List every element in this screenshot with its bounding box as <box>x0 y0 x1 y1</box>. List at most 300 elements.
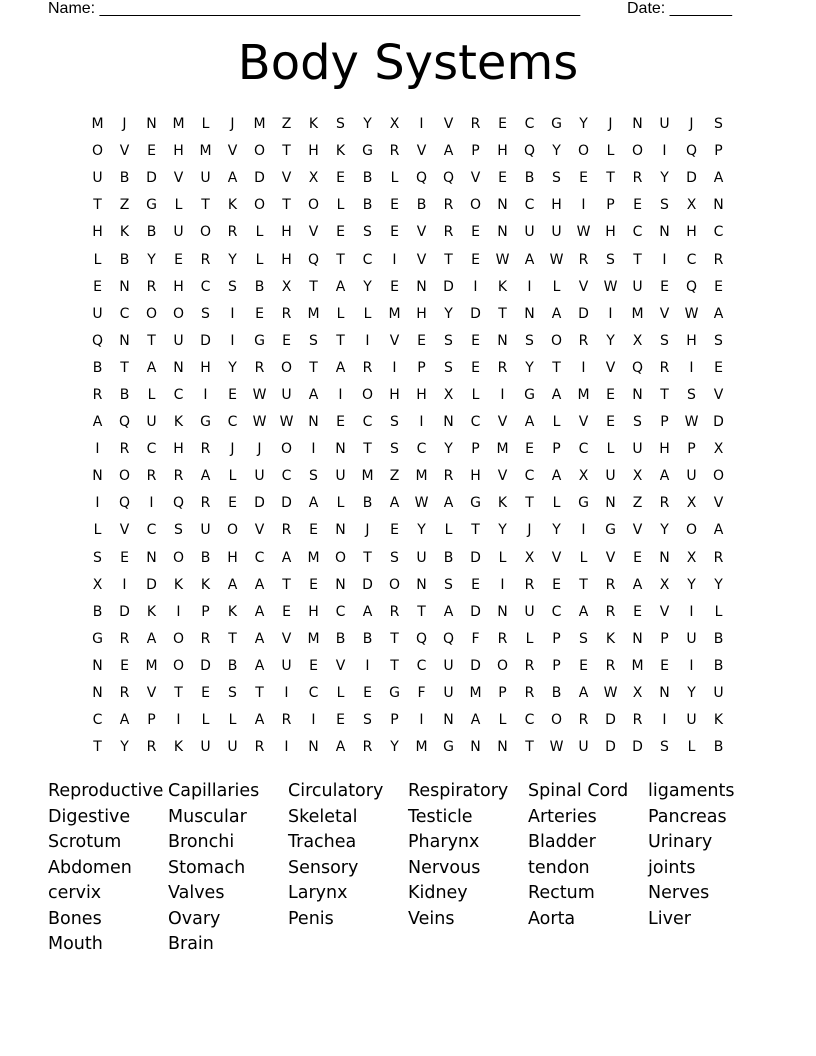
grid-letter[interactable]: L <box>93 251 102 268</box>
grid-letter[interactable]: A <box>254 603 265 620</box>
grid-letter[interactable]: O <box>118 468 131 485</box>
grid-letter[interactable]: D <box>281 495 292 512</box>
grid-letter[interactable]: H <box>659 441 670 458</box>
grid-letter[interactable]: V <box>659 305 670 322</box>
grid-letter[interactable]: O <box>280 441 293 458</box>
grid-letter[interactable]: M <box>253 116 266 133</box>
grid-letter[interactable]: R <box>281 522 292 539</box>
grid-letter[interactable]: X <box>308 170 319 187</box>
grid-letter[interactable]: R <box>713 549 724 566</box>
grid-letter[interactable]: I <box>581 359 586 376</box>
grid-letter[interactable]: P <box>687 441 696 458</box>
grid-letter[interactable]: R <box>389 603 400 620</box>
grid-letter[interactable]: W <box>603 685 618 702</box>
grid-letter[interactable]: E <box>390 522 399 539</box>
grid-letter[interactable]: T <box>309 359 318 376</box>
grid-letter[interactable]: I <box>230 332 235 349</box>
grid-letter[interactable]: I <box>203 386 208 403</box>
grid-letter[interactable]: M <box>307 630 320 647</box>
grid-letter[interactable]: I <box>95 441 100 458</box>
grid-letter[interactable]: B <box>362 495 373 512</box>
grid-letter[interactable]: E <box>471 359 480 376</box>
grid-letter[interactable]: M <box>496 441 509 458</box>
grid-letter[interactable]: P <box>471 441 480 458</box>
grid-letter[interactable]: B <box>713 657 724 674</box>
grid-letter[interactable]: E <box>93 278 102 295</box>
grid-letter[interactable]: B <box>335 630 346 647</box>
grid-letter[interactable]: K <box>173 414 184 431</box>
grid-letter[interactable]: P <box>660 414 669 431</box>
grid-letter[interactable]: D <box>686 170 697 187</box>
grid-letter[interactable]: Q <box>442 630 455 647</box>
grid-letter[interactable]: T <box>417 603 426 620</box>
grid-letter[interactable]: T <box>282 143 291 160</box>
grid-letter[interactable]: P <box>471 143 480 160</box>
grid-letter[interactable]: H <box>551 197 562 214</box>
grid-letter[interactable]: S <box>363 224 372 241</box>
name-field-line[interactable]: Name: ______________________________________________________ <box>48 0 581 17</box>
grid-letter[interactable]: V <box>659 603 670 620</box>
grid-letter[interactable]: U <box>686 712 697 729</box>
grid-letter[interactable]: X <box>632 332 643 349</box>
grid-letter[interactable]: Y <box>687 685 696 702</box>
grid-letter[interactable]: C <box>524 468 535 485</box>
grid-letter[interactable]: T <box>93 197 102 214</box>
grid-letter[interactable]: D <box>119 603 130 620</box>
grid-letter[interactable]: L <box>552 495 561 512</box>
grid-letter[interactable]: E <box>282 603 291 620</box>
grid-letter[interactable]: L <box>444 522 453 539</box>
grid-letter[interactable]: Y <box>660 522 669 539</box>
grid-letter[interactable]: Y <box>228 359 237 376</box>
grid-letter[interactable]: V <box>605 549 616 566</box>
grid-letter[interactable]: U <box>200 739 211 756</box>
grid-letter[interactable]: M <box>145 657 158 674</box>
grid-letter[interactable]: E <box>309 522 318 539</box>
grid-letter[interactable]: R <box>443 224 454 241</box>
grid-letter[interactable]: X <box>281 278 292 295</box>
grid-letter[interactable]: R <box>497 630 508 647</box>
grid-letter[interactable]: V <box>497 414 508 431</box>
grid-letter[interactable]: V <box>416 251 427 268</box>
grid-letter[interactable]: I <box>581 197 586 214</box>
grid-letter[interactable]: L <box>201 712 210 729</box>
grid-letter[interactable]: K <box>119 224 130 241</box>
grid-letter[interactable]: C <box>92 712 103 729</box>
grid-letter[interactable]: K <box>173 576 184 593</box>
grid-letter[interactable]: O <box>577 143 590 160</box>
grid-letter[interactable]: L <box>336 495 345 512</box>
grid-letter[interactable]: D <box>146 576 157 593</box>
grid-letter[interactable]: N <box>92 657 103 674</box>
grid-letter[interactable]: L <box>255 251 264 268</box>
grid-letter[interactable]: R <box>254 739 265 756</box>
grid-letter[interactable]: R <box>605 576 616 593</box>
grid-letter[interactable]: O <box>307 197 320 214</box>
grid-letter[interactable]: P <box>606 197 615 214</box>
grid-letter[interactable]: N <box>335 522 346 539</box>
grid-letter[interactable]: K <box>308 116 319 133</box>
grid-letter[interactable]: S <box>309 468 318 485</box>
grid-letter[interactable]: A <box>578 603 589 620</box>
grid-letter[interactable]: K <box>227 197 238 214</box>
grid-letter[interactable]: O <box>550 712 563 729</box>
grid-letter[interactable]: K <box>713 712 724 729</box>
grid-letter[interactable]: N <box>497 739 508 756</box>
grid-letter[interactable]: Y <box>714 576 723 593</box>
grid-letter[interactable]: R <box>146 739 157 756</box>
grid-letter[interactable]: N <box>443 712 454 729</box>
grid-letter[interactable]: I <box>581 522 586 539</box>
grid-letter[interactable]: B <box>362 170 373 187</box>
grid-letter[interactable]: I <box>365 657 370 674</box>
grid-letter[interactable]: D <box>632 739 643 756</box>
grid-letter[interactable]: M <box>388 305 401 322</box>
grid-letter[interactable]: Y <box>444 441 453 458</box>
grid-letter[interactable]: H <box>281 251 292 268</box>
grid-letter[interactable]: L <box>579 549 588 566</box>
grid-letter[interactable]: V <box>578 414 589 431</box>
grid-letter[interactable]: T <box>363 441 372 458</box>
grid-letter[interactable]: N <box>524 305 535 322</box>
grid-letter[interactable]: E <box>147 143 156 160</box>
grid-letter[interactable]: V <box>497 468 508 485</box>
grid-letter[interactable]: X <box>632 468 643 485</box>
grid-letter[interactable]: U <box>659 116 670 133</box>
grid-letter[interactable]: A <box>335 739 346 756</box>
grid-letter[interactable]: K <box>497 278 508 295</box>
grid-letter[interactable]: S <box>579 630 588 647</box>
grid-letter[interactable]: V <box>308 224 319 241</box>
grid-letter[interactable]: H <box>686 332 697 349</box>
grid-letter[interactable]: I <box>149 495 154 512</box>
grid-letter[interactable]: O <box>253 197 266 214</box>
grid-letter[interactable]: R <box>227 224 238 241</box>
grid-letter[interactable]: E <box>255 305 264 322</box>
grid-letter[interactable]: N <box>92 685 103 702</box>
grid-letter[interactable]: C <box>632 224 643 241</box>
grid-letter[interactable]: K <box>605 630 616 647</box>
grid-letter[interactable]: M <box>469 685 482 702</box>
grid-letter[interactable]: T <box>147 332 156 349</box>
grid-letter[interactable]: E <box>282 332 291 349</box>
grid-letter[interactable]: N <box>713 197 724 214</box>
grid-letter[interactable]: R <box>605 657 616 674</box>
grid-letter[interactable]: M <box>415 739 428 756</box>
grid-letter[interactable]: A <box>227 576 238 593</box>
grid-letter[interactable]: S <box>633 414 642 431</box>
grid-letter[interactable]: L <box>606 143 615 160</box>
grid-letter[interactable]: X <box>713 441 724 458</box>
grid-letter[interactable]: T <box>120 359 129 376</box>
grid-letter[interactable]: V <box>335 657 346 674</box>
grid-letter[interactable]: R <box>119 630 130 647</box>
grid-letter[interactable]: D <box>605 712 616 729</box>
grid-letter[interactable]: H <box>308 143 319 160</box>
grid-letter[interactable]: P <box>552 657 561 674</box>
grid-letter[interactable]: L <box>336 685 345 702</box>
grid-letter[interactable]: C <box>119 305 130 322</box>
grid-letter[interactable]: E <box>363 685 372 702</box>
grid-letter[interactable]: I <box>311 712 316 729</box>
grid-letter[interactable]: U <box>227 739 238 756</box>
grid-letter[interactable]: E <box>579 170 588 187</box>
grid-letter[interactable]: I <box>500 576 505 593</box>
grid-letter[interactable]: A <box>524 414 535 431</box>
grid-letter[interactable]: R <box>389 143 400 160</box>
grid-letter[interactable]: G <box>200 414 211 431</box>
grid-letter[interactable]: J <box>527 522 532 539</box>
grid-letter[interactable]: C <box>524 712 535 729</box>
grid-letter[interactable]: H <box>92 224 103 241</box>
grid-letter[interactable]: B <box>551 685 562 702</box>
grid-letter[interactable]: E <box>309 576 318 593</box>
grid-letter[interactable]: O <box>253 143 266 160</box>
grid-letter[interactable]: E <box>714 359 723 376</box>
grid-letter[interactable]: H <box>173 441 184 458</box>
grid-letter[interactable]: I <box>500 386 505 403</box>
grid-letter[interactable]: M <box>631 305 644 322</box>
grid-letter[interactable]: L <box>390 170 399 187</box>
grid-letter[interactable]: I <box>122 576 127 593</box>
grid-letter[interactable]: X <box>632 685 643 702</box>
grid-letter[interactable]: D <box>443 278 454 295</box>
grid-letter[interactable]: U <box>92 305 103 322</box>
grid-letter[interactable]: C <box>254 549 265 566</box>
grid-letter[interactable]: W <box>252 414 267 431</box>
grid-letter[interactable]: C <box>524 116 535 133</box>
grid-letter[interactable]: E <box>336 712 345 729</box>
grid-letter[interactable]: V <box>443 116 454 133</box>
grid-letter[interactable]: O <box>199 224 212 241</box>
grid-letter[interactable]: Z <box>281 116 292 133</box>
grid-letter[interactable]: L <box>93 522 102 539</box>
grid-letter[interactable]: K <box>227 603 238 620</box>
grid-letter[interactable]: P <box>147 712 156 729</box>
grid-letter[interactable]: P <box>552 630 561 647</box>
grid-letter[interactable]: I <box>338 386 343 403</box>
grid-letter[interactable]: R <box>146 278 157 295</box>
grid-letter[interactable]: T <box>390 630 399 647</box>
grid-letter[interactable]: A <box>362 603 373 620</box>
grid-letter[interactable]: C <box>524 197 535 214</box>
grid-letter[interactable]: G <box>578 495 589 512</box>
grid-letter[interactable]: N <box>659 685 670 702</box>
grid-letter[interactable]: R <box>578 332 589 349</box>
grid-letter[interactable]: E <box>390 224 399 241</box>
grid-letter[interactable]: R <box>632 170 643 187</box>
grid-letter[interactable]: T <box>282 576 291 593</box>
grid-letter[interactable]: N <box>146 549 157 566</box>
grid-letter[interactable]: Y <box>498 522 507 539</box>
grid-letter[interactable]: A <box>443 603 454 620</box>
grid-letter[interactable]: L <box>147 386 156 403</box>
grid-letter[interactable]: O <box>172 657 185 674</box>
grid-letter[interactable]: U <box>443 657 454 674</box>
grid-letter[interactable]: C <box>173 386 184 403</box>
grid-letter[interactable]: G <box>254 332 265 349</box>
grid-letter[interactable]: T <box>93 739 102 756</box>
grid-letter[interactable]: B <box>713 739 724 756</box>
grid-letter[interactable]: A <box>551 468 562 485</box>
grid-letter[interactable]: R <box>443 468 454 485</box>
grid-letter[interactable]: A <box>443 495 454 512</box>
grid-letter[interactable]: V <box>254 522 265 539</box>
grid-letter[interactable]: A <box>308 386 319 403</box>
grid-letter[interactable]: O <box>469 197 482 214</box>
grid-letter[interactable]: B <box>119 386 130 403</box>
grid-letter[interactable]: T <box>471 522 480 539</box>
grid-letter[interactable]: L <box>606 441 615 458</box>
grid-letter[interactable]: I <box>689 657 694 674</box>
grid-letter[interactable]: E <box>714 278 723 295</box>
date-field-line[interactable]: Date: _______ <box>627 0 732 17</box>
grid-letter[interactable]: L <box>687 739 696 756</box>
grid-letter[interactable]: S <box>390 414 399 431</box>
grid-letter[interactable]: A <box>92 414 103 431</box>
grid-letter[interactable]: R <box>443 197 454 214</box>
grid-letter[interactable]: E <box>633 549 642 566</box>
grid-letter[interactable]: Y <box>147 251 156 268</box>
grid-letter[interactable]: E <box>471 576 480 593</box>
grid-letter[interactable]: I <box>662 143 667 160</box>
grid-letter[interactable]: T <box>660 386 669 403</box>
grid-letter[interactable]: U <box>578 739 589 756</box>
grid-letter[interactable]: C <box>362 414 373 431</box>
grid-letter[interactable]: E <box>633 603 642 620</box>
grid-letter[interactable]: N <box>335 441 346 458</box>
grid-letter[interactable]: S <box>444 332 453 349</box>
grid-letter[interactable]: Q <box>631 359 644 376</box>
grid-letter[interactable]: E <box>309 657 318 674</box>
grid-letter[interactable]: Y <box>660 170 669 187</box>
grid-letter[interactable]: C <box>335 603 346 620</box>
grid-letter[interactable]: D <box>146 170 157 187</box>
grid-letter[interactable]: R <box>119 441 130 458</box>
grid-letter[interactable]: L <box>228 468 237 485</box>
grid-letter[interactable]: K <box>146 603 157 620</box>
grid-letter[interactable]: L <box>714 603 723 620</box>
grid-letter[interactable]: S <box>228 685 237 702</box>
grid-letter[interactable]: R <box>254 359 265 376</box>
grid-letter[interactable]: H <box>470 468 481 485</box>
grid-letter[interactable]: E <box>390 278 399 295</box>
grid-letter[interactable]: I <box>230 305 235 322</box>
grid-letter[interactable]: O <box>172 549 185 566</box>
grid-letter[interactable]: D <box>578 305 589 322</box>
grid-letter[interactable]: A <box>254 630 265 647</box>
grid-letter[interactable]: N <box>416 576 427 593</box>
grid-letter[interactable]: A <box>146 630 157 647</box>
grid-letter[interactable]: S <box>660 197 669 214</box>
grid-letter[interactable]: I <box>392 251 397 268</box>
grid-letter[interactable]: U <box>632 441 643 458</box>
grid-letter[interactable]: Q <box>685 278 698 295</box>
grid-letter[interactable]: R <box>362 739 373 756</box>
grid-letter[interactable]: G <box>470 495 481 512</box>
grid-letter[interactable]: O <box>388 576 401 593</box>
grid-letter[interactable]: N <box>470 739 481 756</box>
grid-letter[interactable]: L <box>498 712 507 729</box>
grid-letter[interactable]: C <box>551 603 562 620</box>
grid-letter[interactable]: A <box>470 712 481 729</box>
grid-letter[interactable]: A <box>578 685 589 702</box>
grid-letter[interactable]: V <box>713 495 724 512</box>
grid-letter[interactable]: D <box>254 170 265 187</box>
grid-letter[interactable]: T <box>336 251 345 268</box>
grid-letter[interactable]: X <box>92 576 103 593</box>
grid-letter[interactable]: D <box>470 305 481 322</box>
grid-letter[interactable]: X <box>686 549 697 566</box>
grid-letter[interactable]: R <box>362 359 373 376</box>
grid-letter[interactable]: P <box>201 603 210 620</box>
grid-letter[interactable]: B <box>362 630 373 647</box>
grid-letter[interactable]: V <box>470 170 481 187</box>
grid-letter[interactable]: M <box>199 143 212 160</box>
grid-letter[interactable]: N <box>146 116 157 133</box>
grid-letter[interactable]: B <box>92 603 103 620</box>
grid-letter[interactable]: C <box>200 278 211 295</box>
grid-letter[interactable]: A <box>713 522 724 539</box>
grid-letter[interactable]: E <box>336 224 345 241</box>
grid-letter[interactable]: S <box>228 278 237 295</box>
grid-letter[interactable]: T <box>633 251 642 268</box>
grid-letter[interactable]: W <box>495 251 510 268</box>
grid-letter[interactable]: O <box>685 522 698 539</box>
grid-letter[interactable]: H <box>173 278 184 295</box>
grid-letter[interactable]: S <box>552 170 561 187</box>
grid-letter[interactable]: T <box>228 630 237 647</box>
grid-letter[interactable]: C <box>416 657 427 674</box>
grid-letter[interactable]: S <box>336 116 345 133</box>
grid-letter[interactable]: U <box>443 685 454 702</box>
grid-letter[interactable]: I <box>689 603 694 620</box>
grid-letter[interactable]: U <box>173 332 184 349</box>
grid-letter[interactable]: M <box>631 657 644 674</box>
grid-letter[interactable]: M <box>415 468 428 485</box>
grid-letter[interactable]: C <box>146 441 157 458</box>
grid-letter[interactable]: G <box>92 630 103 647</box>
grid-letter[interactable]: G <box>443 739 454 756</box>
grid-letter[interactable]: N <box>632 116 643 133</box>
grid-letter[interactable]: I <box>662 712 667 729</box>
grid-letter[interactable]: E <box>417 332 426 349</box>
grid-letter[interactable]: R <box>497 359 508 376</box>
grid-letter[interactable]: A <box>254 657 265 674</box>
grid-letter[interactable]: R <box>524 657 535 674</box>
grid-letter[interactable]: T <box>552 359 561 376</box>
grid-letter[interactable]: Z <box>632 495 643 512</box>
grid-letter[interactable]: E <box>606 386 615 403</box>
grid-letter[interactable]: N <box>497 603 508 620</box>
grid-letter[interactable]: S <box>606 251 615 268</box>
grid-letter[interactable]: C <box>416 441 427 458</box>
grid-letter[interactable]: S <box>687 386 696 403</box>
grid-letter[interactable]: G <box>362 143 373 160</box>
grid-letter[interactable]: U <box>551 224 562 241</box>
grid-letter[interactable]: T <box>525 739 534 756</box>
grid-letter[interactable]: H <box>416 305 427 322</box>
grid-letter[interactable]: C <box>308 685 319 702</box>
grid-letter[interactable]: N <box>632 386 643 403</box>
grid-letter[interactable]: R <box>524 685 535 702</box>
grid-letter[interactable]: V <box>713 386 724 403</box>
grid-letter[interactable]: U <box>686 468 697 485</box>
grid-letter[interactable]: E <box>174 251 183 268</box>
grid-letter[interactable]: W <box>252 386 267 403</box>
grid-letter[interactable]: U <box>524 224 535 241</box>
grid-letter[interactable]: E <box>552 576 561 593</box>
